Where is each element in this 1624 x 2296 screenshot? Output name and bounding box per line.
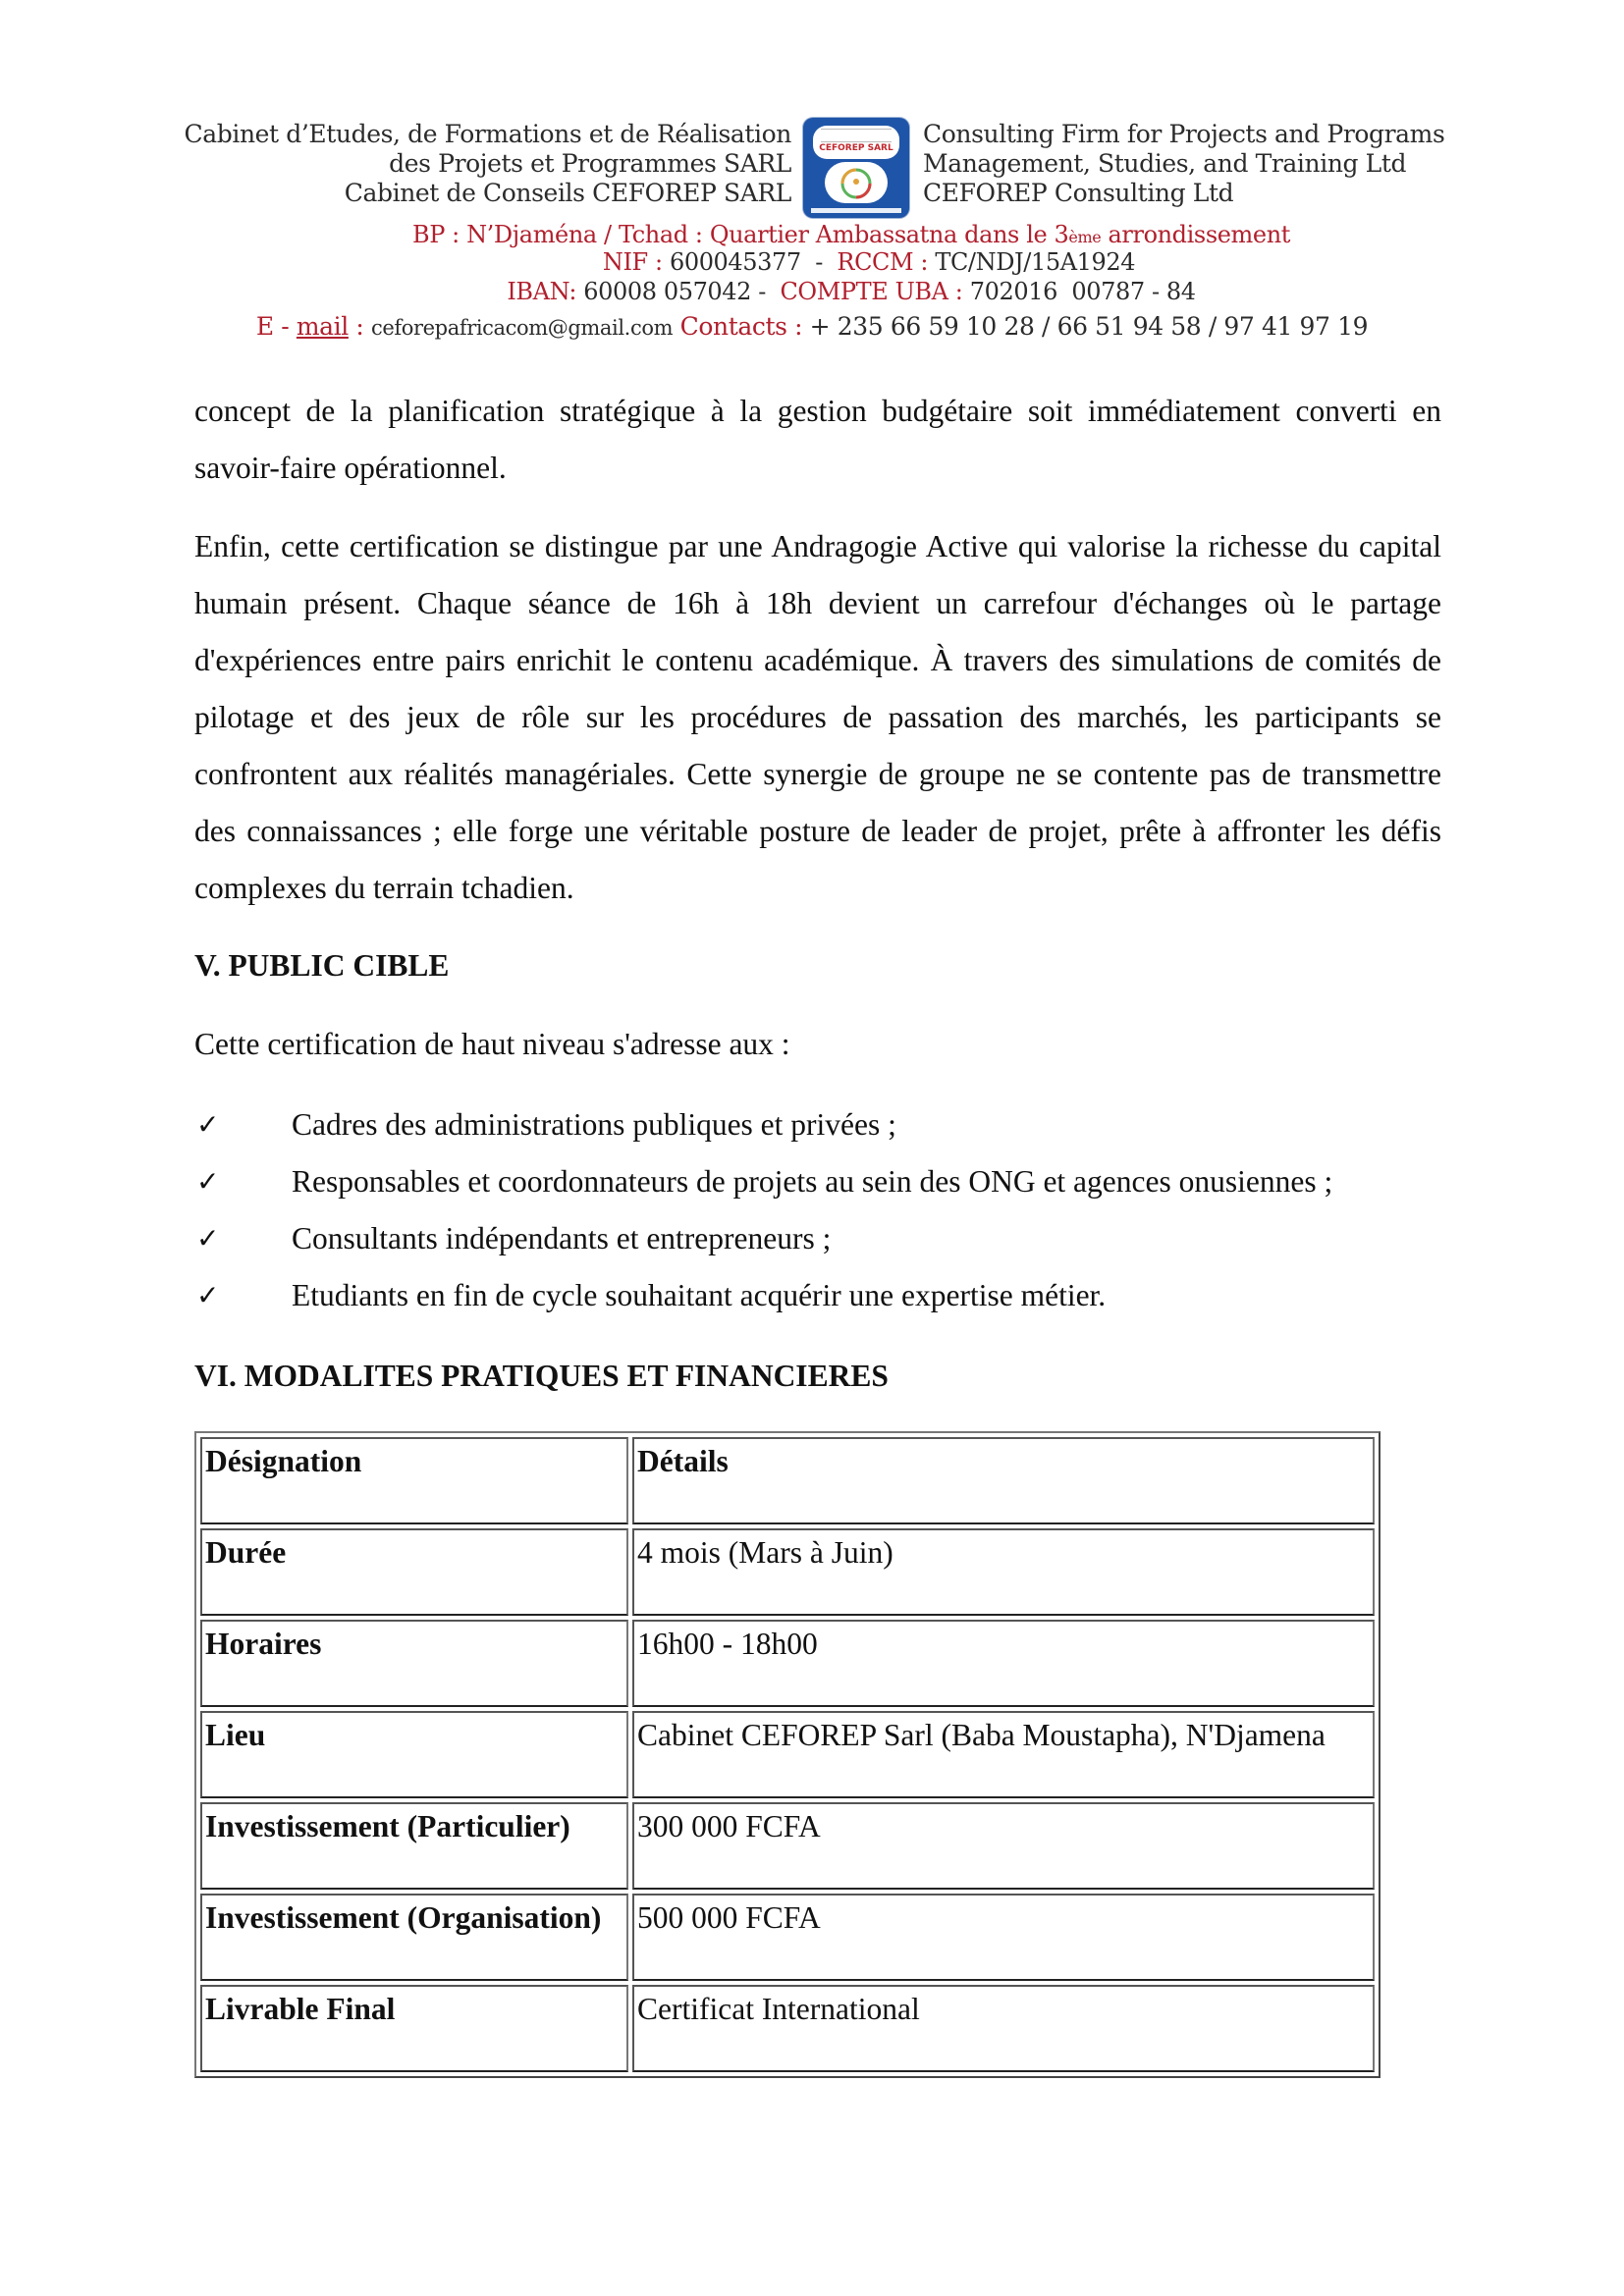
modalities-table bbox=[194, 1431, 1380, 2078]
table-cell-value: Certificat International bbox=[632, 1985, 1375, 2072]
email-label-prefix: E - bbox=[255, 312, 297, 341]
email-label: mail bbox=[296, 312, 349, 341]
logo-fine-print bbox=[821, 129, 892, 142]
list-item-text: Cadres des administrations publiques et privées ; bbox=[292, 1107, 896, 1142]
table-row bbox=[200, 1528, 1375, 1616]
iban-label: IBAN: bbox=[507, 278, 584, 305]
table-cell-label: Lieu bbox=[200, 1711, 628, 1798]
company-name-en bbox=[923, 120, 1444, 208]
list-item bbox=[194, 1215, 1332, 1272]
section-heading-modalites: VI. MODALITES PRATIQUES ET FINANCIERES bbox=[194, 1359, 889, 1393]
nif-rccm-line bbox=[0, 247, 1624, 277]
company-name-fr-line: Cabinet d’Etudes, de Formations et de Réalisation bbox=[184, 120, 791, 148]
table-cell-value: Cabinet CEFOREP Sarl (Baba Moustapha), N'Djamena bbox=[632, 1711, 1375, 1798]
list-item-text: Etudiants en fin de cycle souhaitant acquérir une expertise métier. bbox=[292, 1278, 1107, 1312]
separator: - bbox=[751, 278, 781, 305]
table-row bbox=[200, 1985, 1375, 2072]
company-name-en-line: Consulting Firm for Projects and Programs bbox=[923, 120, 1445, 148]
table-cell-label: Investissement (Organisation) bbox=[200, 1894, 628, 1981]
table-row bbox=[200, 1620, 1375, 1707]
nif-label: NIF : bbox=[602, 248, 670, 276]
cloud-icon bbox=[825, 162, 888, 203]
contact-line bbox=[0, 312, 1624, 343]
email-link[interactable]: ceforepafricacom@gmail.com bbox=[371, 316, 674, 340]
paragraph-andragogie bbox=[194, 518, 1441, 917]
table-header-cell: Détails bbox=[632, 1437, 1375, 1524]
nif-value: 600045377 bbox=[669, 248, 801, 276]
iban-value: 60008 057042 bbox=[583, 278, 752, 305]
table-cell-value: 16h00 - 18h00 bbox=[632, 1620, 1375, 1707]
rccm-value: TC/NDJ/15A1924 bbox=[935, 248, 1136, 276]
address-text: BP : N’Djaména / Tchad : Quartier Ambassatna dans le 3 bbox=[411, 221, 1069, 248]
table-header-cell: Désignation bbox=[200, 1437, 628, 1524]
paragraph-continued bbox=[194, 383, 1441, 497]
company-name-fr-line: des Projets et Programmes SARL bbox=[389, 149, 791, 178]
table-cell-label: Durée bbox=[200, 1528, 628, 1616]
checkmark-icon: ✓ bbox=[196, 1222, 220, 1255]
compte-label: COMPTE UBA : bbox=[780, 278, 970, 305]
table-row bbox=[200, 1894, 1375, 1981]
list-item-text: Responsables et coordonnateurs de projets au sein des ONG et agences onusiennes ; bbox=[292, 1164, 1333, 1199]
address-ordinal: ème bbox=[1068, 228, 1102, 246]
company-name-fr bbox=[185, 120, 791, 208]
company-name-fr-line: Cabinet de Conseils CEFOREP SARL bbox=[344, 179, 791, 207]
people-circle-icon bbox=[825, 162, 888, 203]
list-item-text: Consultants indépendants et entrepreneurs ; bbox=[292, 1221, 832, 1255]
table-cell-label: Livrable Final bbox=[200, 1985, 628, 2072]
table-row bbox=[200, 1802, 1375, 1890]
section-intro: Cette certification de haut niveau s'adresse aux : bbox=[194, 1027, 790, 1061]
checkmark-icon: ✓ bbox=[196, 1279, 220, 1311]
compte-value: 702016 00787 - 84 bbox=[969, 278, 1196, 305]
paragraph-text: concept de la planification stratégique à la gestion budgétaire soit immédiatement converti en savoir-faire opérationnel. bbox=[194, 394, 1441, 485]
modalities-table-wrapper bbox=[194, 1431, 1380, 2078]
table-cell-value: 4 mois (Mars à Juin) bbox=[632, 1528, 1375, 1616]
separator: - bbox=[800, 248, 838, 276]
company-name-en-line: CEFOREP Consulting Ltd bbox=[923, 179, 1234, 207]
contacts-value: + 235 66 59 10 28 / 66 51 94 58 / 97 41 97 19 bbox=[809, 312, 1369, 341]
table-row bbox=[200, 1711, 1375, 1798]
checkmark-icon: ✓ bbox=[196, 1108, 220, 1141]
list-item bbox=[194, 1158, 1332, 1215]
logo-text: CEFOREP SARL bbox=[819, 143, 893, 153]
rccm-label: RCCM : bbox=[837, 248, 936, 276]
table-cell-value: 500 000 FCFA bbox=[632, 1894, 1375, 1981]
table-cell-label: Investissement (Particulier) bbox=[200, 1802, 628, 1890]
logo-banner bbox=[813, 126, 899, 159]
contacts-label: Contacts : bbox=[673, 312, 810, 341]
email-separator: : bbox=[348, 312, 372, 341]
list-item bbox=[194, 1272, 1332, 1329]
paragraph-text: Enfin, cette certification se distingue par une Andragogie Active qui valorise la richesse du capital humain présent. Chaque séance de 16h à 18h devient un carrefour d'échanges où le partage d'expériences entre pairs enrichit le contenu académique. À travers des simulations de comités de pilotage et des jeux de rôle sur les procédures de passation des marchés, les participants se confrontent aux réalités managériales. Cette synergie de groupe ne se contente pas de transmettre des connaissances ; elle forge une véritable posture de leader de projet, prête à affronter les défis complexes du terrain tchadien. bbox=[194, 529, 1441, 905]
company-name-en-line: Management, Studies, and Training Ltd bbox=[923, 149, 1407, 178]
table-header-row bbox=[200, 1437, 1375, 1524]
list-item bbox=[194, 1101, 1332, 1158]
logo-footer-strip bbox=[811, 208, 901, 213]
address-rest: arrondissement bbox=[1101, 221, 1291, 248]
table-cell-label: Horaires bbox=[200, 1620, 628, 1707]
letterhead bbox=[0, 0, 1624, 353]
bank-line bbox=[0, 277, 1624, 306]
target-audience-list bbox=[194, 1101, 1332, 1329]
checkmark-icon: ✓ bbox=[196, 1165, 220, 1198]
ceforep-logo-icon bbox=[803, 118, 909, 218]
table-cell-value: 300 000 FCFA bbox=[632, 1802, 1375, 1890]
section-heading-public-cible: V. PUBLIC CIBLE bbox=[194, 948, 450, 983]
